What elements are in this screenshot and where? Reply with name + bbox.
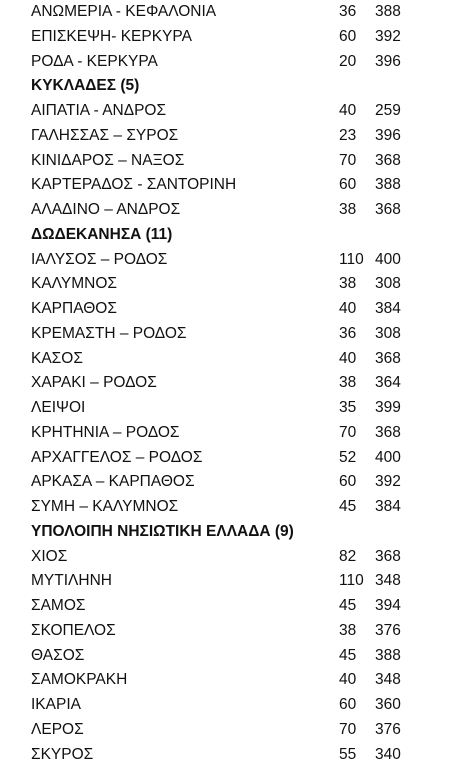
location-name: ΚΑΛΥΜΝΟΣ <box>31 275 117 293</box>
location-name: ΡΟΔΑ - ΚΕΡΚΥΡΑ <box>31 52 158 70</box>
list-item <box>0 743 465 768</box>
location-name: ΑΡΚΑΣΑ – ΚΑΡΠΑΘΟΣ <box>31 473 195 491</box>
value-second: 399 <box>375 399 401 416</box>
location-name: ΧΙΟΣ <box>31 547 68 565</box>
location-name: ΙΚΑΡΙΑ <box>31 696 81 713</box>
list-item <box>0 718 465 743</box>
location-name: ΣΚΟΠΕΛΟΣ <box>31 621 116 639</box>
section-heading: ΚΥΚΛΑΔΕΣ (5) <box>31 77 140 95</box>
value-second: 368 <box>375 349 401 367</box>
location-name: ΑΡΧΑΓΓΕΛΟΣ – ΡΟΔΟΣ <box>31 448 203 466</box>
list-item <box>0 248 465 273</box>
location-name: ΚΙΝΙΔΑΡΟΣ – ΝΑΞΟΣ <box>31 151 185 169</box>
value-first: 45 <box>339 646 357 664</box>
location-name: ΛΕΡΟΣ <box>31 720 84 738</box>
list-item <box>0 50 465 75</box>
section-heading-row <box>0 520 465 545</box>
value-first: 60 <box>339 176 357 194</box>
list-item <box>0 124 465 149</box>
value-first: 38 <box>339 374 357 392</box>
value-second: 259 <box>375 102 401 119</box>
value-first: 20 <box>339 52 357 70</box>
value-second: 340 <box>375 745 401 763</box>
value-second: 392 <box>375 473 401 491</box>
list-item <box>0 347 465 372</box>
location-name: ΕΠΙΣΚΕΨΗ- ΚΕΡΚΥΡΑ <box>31 27 192 45</box>
value-second: 388 <box>375 176 401 194</box>
value-second: 364 <box>375 374 401 392</box>
value-first: 38 <box>339 201 357 218</box>
value-second: 394 <box>375 597 401 614</box>
value-second: 396 <box>375 126 401 144</box>
list-item <box>0 173 465 198</box>
value-second: 348 <box>375 671 401 689</box>
value-first: 110 <box>339 572 364 590</box>
location-name: ΙΑΛΥΣΟΣ – ΡΟΔΟΣ <box>31 250 168 268</box>
value-second: 368 <box>375 201 401 218</box>
list-item <box>0 421 465 446</box>
value-second: 388 <box>375 646 401 664</box>
location-name: ΛΕΙΨΟΙ <box>31 399 86 416</box>
list-item <box>0 594 465 619</box>
value-second: 400 <box>375 250 401 268</box>
location-name: ΣΥΜΗ – ΚΑΛΥΜΝΟΣ <box>31 498 179 515</box>
value-second: 368 <box>375 547 401 565</box>
section-heading-row <box>0 74 465 99</box>
location-name: ΚΑΡΤΕΡΑΔΟΣ - ΣΑΝΤΟΡΙΝΗ <box>31 176 237 194</box>
location-name: ΚΡΗΤΗΝΙΑ – ΡΟΔΟΣ <box>31 423 180 441</box>
location-name: ΑΙΠΑΤΙΑ - ΑΝΔΡΟΣ <box>31 102 167 119</box>
value-second: 376 <box>375 621 401 639</box>
value-first: 70 <box>339 423 357 441</box>
list-item <box>0 495 465 520</box>
location-name: ΜΥΤΙΛΗΝΗ <box>31 572 112 590</box>
value-first: 60 <box>339 696 357 713</box>
value-first: 36 <box>339 3 357 20</box>
list-item <box>0 272 465 297</box>
value-first: 52 <box>339 448 357 466</box>
location-name: ΧΑΡΑΚΙ – ΡΟΔΟΣ <box>31 374 157 392</box>
section-heading: ΔΩΔΕΚΑΝΗΣΑ (11) <box>31 225 173 243</box>
location-name: ΓΑΛΗΣΣΑΣ – ΣΥΡΟΣ <box>31 126 179 144</box>
value-second: 400 <box>375 448 401 466</box>
value-second: 360 <box>375 696 401 713</box>
list-item <box>0 25 465 50</box>
value-second: 388 <box>375 3 401 20</box>
list-item <box>0 569 465 594</box>
location-name: ΚΡΕΜΑΣΤΗ – ΡΟΔΟΣ <box>31 324 187 342</box>
list-item <box>0 297 465 322</box>
value-first: 45 <box>339 597 357 614</box>
location-name: ΚΑΣΟΣ <box>31 349 83 367</box>
list-item <box>0 149 465 174</box>
section-heading: ΥΠΟΛΟΙΠΗ ΝΗΣΙΩΤΙΚΗ ΕΛΛΑΔΑ (9) <box>31 522 294 540</box>
list-item <box>0 619 465 644</box>
list-item <box>0 693 465 718</box>
value-second: 348 <box>375 572 401 590</box>
value-first: 55 <box>339 745 357 763</box>
value-first: 110 <box>339 250 364 268</box>
list-item <box>0 322 465 347</box>
list-item <box>0 446 465 471</box>
section-heading-row <box>0 223 465 248</box>
value-second: 384 <box>375 300 401 317</box>
value-first: 23 <box>339 126 357 144</box>
location-name: ΣΚΥΡΟΣ <box>31 745 94 763</box>
list-item <box>0 99 465 124</box>
location-name: ΑΛΑΔΙΝΟ – ΑΝΔΡΟΣ <box>31 201 181 218</box>
value-second: 376 <box>375 720 401 738</box>
value-first: 60 <box>339 27 357 45</box>
value-second: 396 <box>375 52 401 70</box>
value-second: 368 <box>375 423 401 441</box>
location-name: ΚΑΡΠΑΘΟΣ <box>31 300 117 317</box>
location-name: ΣΑΜΟΣ <box>31 597 86 614</box>
value-second: 308 <box>375 324 401 342</box>
value-second: 368 <box>375 151 401 169</box>
value-first: 70 <box>339 151 357 169</box>
list-item <box>0 545 465 570</box>
list-item <box>0 198 465 223</box>
value-first: 36 <box>339 324 357 342</box>
value-first: 40 <box>339 102 357 119</box>
value-first: 60 <box>339 473 357 491</box>
list-item <box>0 668 465 693</box>
value-first: 45 <box>339 498 357 515</box>
list-item <box>0 396 465 421</box>
value-first: 70 <box>339 720 357 738</box>
list-item <box>0 644 465 669</box>
value-second: 392 <box>375 27 401 45</box>
location-name: ΑΝΩΜΕΡΙΑ - ΚΕΦΑΛΟΝΙΑ <box>31 3 217 20</box>
value-first: 38 <box>339 275 357 293</box>
value-first: 35 <box>339 399 357 416</box>
location-name: ΣΑΜΟΚΡΑΚΗ <box>31 671 128 689</box>
value-second: 308 <box>375 275 401 293</box>
value-first: 40 <box>339 671 357 689</box>
value-first: 82 <box>339 547 357 565</box>
value-first: 38 <box>339 621 357 639</box>
value-first: 40 <box>339 300 357 317</box>
location-name: ΘΑΣΟΣ <box>31 646 85 664</box>
value-second: 384 <box>375 498 401 515</box>
value-first: 40 <box>339 349 357 367</box>
list-item <box>0 371 465 396</box>
list-item <box>0 0 465 25</box>
list-item <box>0 470 465 495</box>
